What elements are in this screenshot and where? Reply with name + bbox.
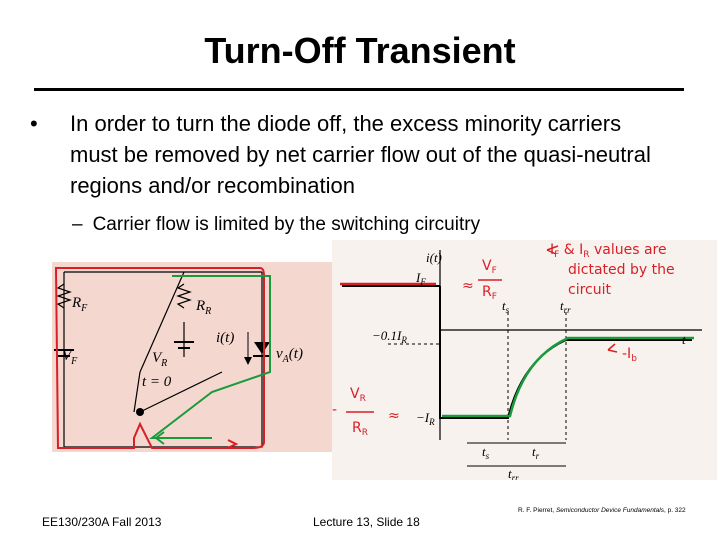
approx-symbol-bottom: ≈ <box>388 408 400 424</box>
vf-over-rf-denominator: $R_F$ <box>482 284 497 302</box>
minus-ir-label: $-I_R$ <box>416 410 435 427</box>
trr-span-label: $t_{rr}$ <box>508 466 519 480</box>
if-label: $I_F$ <box>416 270 426 287</box>
bullet-2-text: Carrier flow is limited by the switching circuitry <box>92 214 481 235</box>
label-rr: $R_R$ <box>196 298 212 317</box>
switch-pivot <box>136 408 144 416</box>
note-values-dictated-line3: circuit <box>568 282 611 298</box>
label-switch-time: t = 0 <box>142 374 172 390</box>
vr-over-rr-denominator: $R_R$ <box>352 420 368 438</box>
footer-reference: R. F. Pierret, Semiconductor Device Fundamentals, p. 322 <box>518 507 686 514</box>
bullet-marker: • <box>30 111 38 136</box>
slide-title: Turn-Off Transient <box>204 30 516 71</box>
vr-over-rr-sign: - <box>332 402 338 418</box>
bullet-1-text: In order to turn the diode off, the excess minority carriers must be removed by net carrier flow out of the quasi-neutral regions and/or recombination <box>70 111 651 198</box>
x-axis-label: t <box>682 332 686 347</box>
minus-ib-label: $-I_b$ <box>622 346 637 364</box>
label-vr: $V_R$ <box>152 350 168 369</box>
bullet-2 <box>72 214 480 236</box>
title-divider <box>34 88 684 91</box>
vf-over-rf-numerator: $V_F$ <box>482 258 497 276</box>
tr-span-label: $t_r$ <box>532 444 540 461</box>
sub-bullet-marker: – <box>72 214 83 235</box>
vr-over-rr-numerator: $V_R$ <box>350 386 366 404</box>
label-diode-voltage: $v_A(t)$ <box>276 346 303 365</box>
switching-circuit-figure <box>52 262 332 452</box>
label-rf: $R_F$ <box>72 295 88 314</box>
ts-span-label: $t_s$ <box>482 444 490 461</box>
note-values-dictated-line2: dictated by the <box>568 262 675 278</box>
trr-label: $t_{rr}$ <box>560 298 571 315</box>
label-current: i(t) <box>216 330 235 346</box>
footer-course: EE130/230A Fall 2013 <box>42 515 162 529</box>
footer-slide-number: Lecture 13, Slide 18 <box>313 515 420 529</box>
approx-symbol-top: ≈ <box>462 278 474 294</box>
minus-0.1ir-label: $-0.1I_R$ <box>372 328 407 345</box>
note-values-dictated-line1: $I_F$ & $I_R$ values are <box>550 242 667 260</box>
ts-label: $t_s$ <box>502 298 510 315</box>
y-axis-label: i(t) <box>426 250 442 265</box>
label-vf: $V_F$ <box>62 348 78 367</box>
turn-off-transient-graph <box>332 240 717 480</box>
